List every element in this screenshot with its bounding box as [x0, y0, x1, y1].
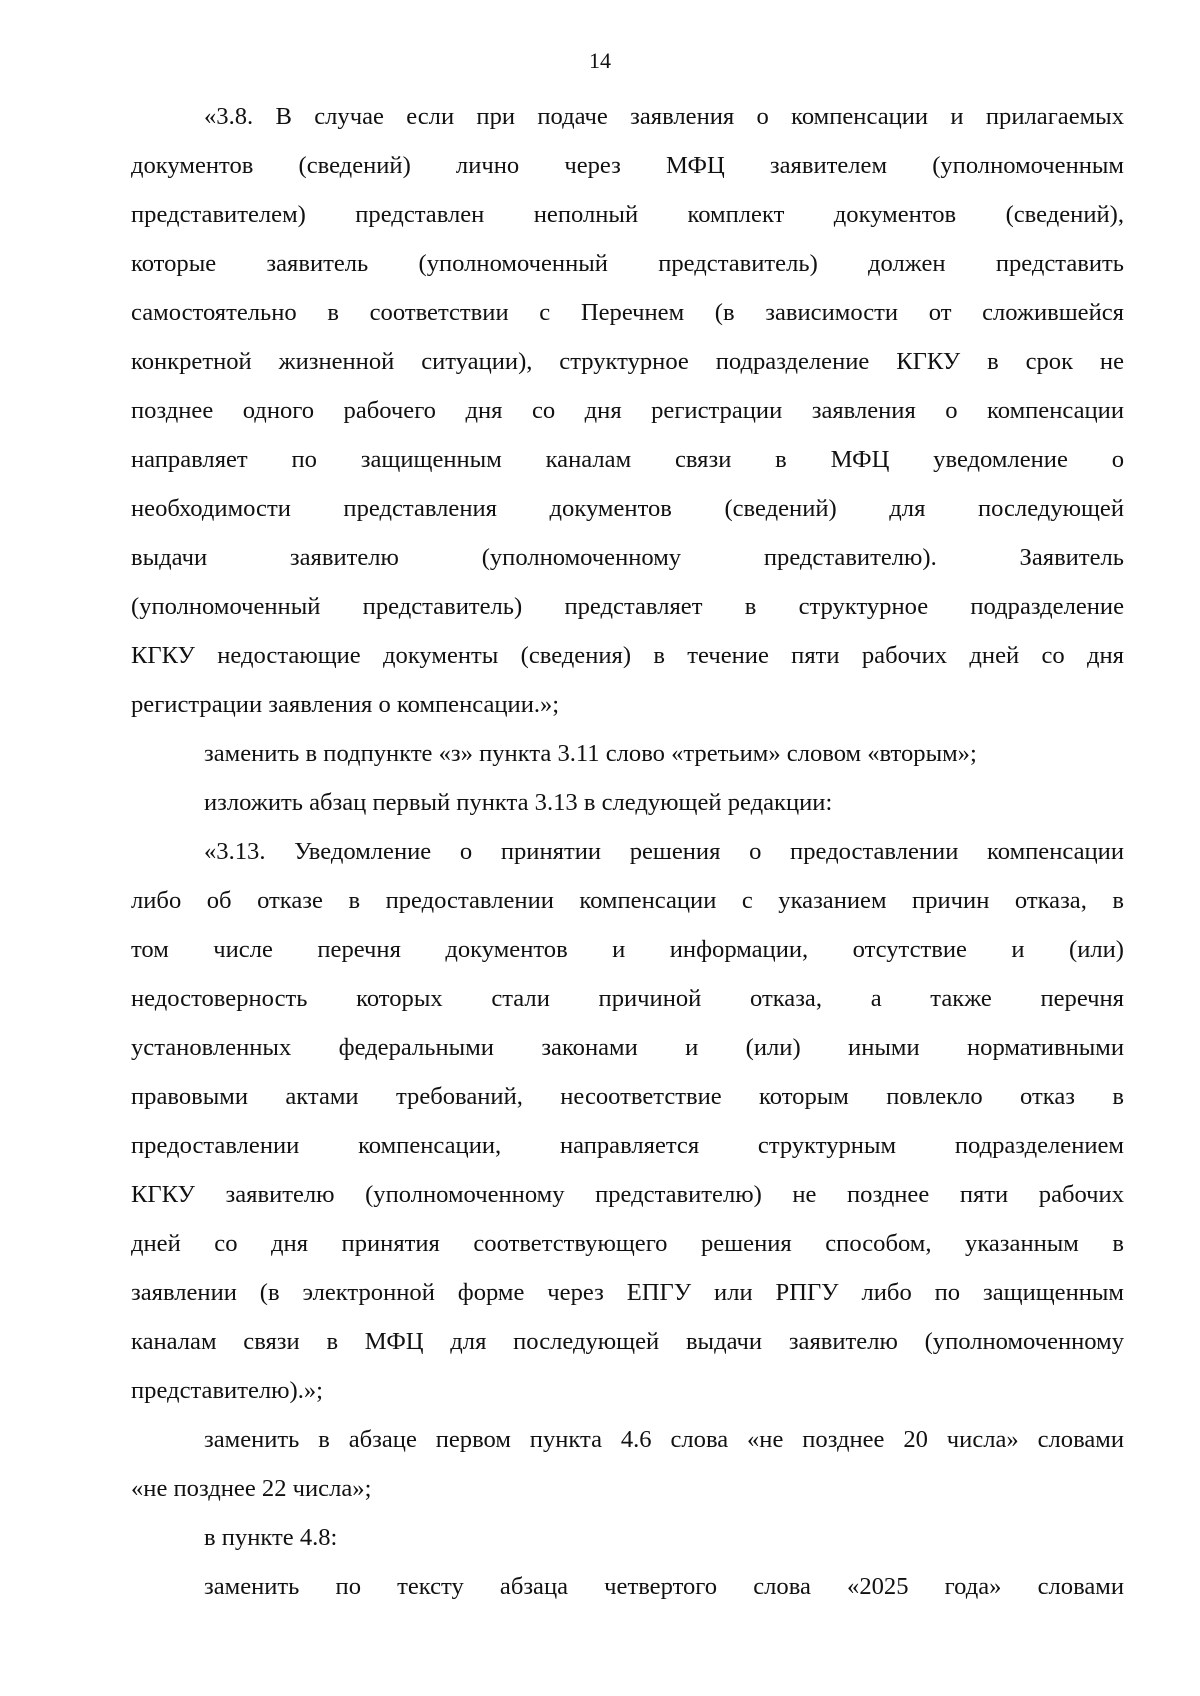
text-line: КГКУ недостающие документы (сведения) в течение пяти рабочих дней со дня [131, 642, 1124, 669]
text-line: необходимости представления документов (сведений) для последующей [131, 495, 1124, 522]
text-line: каналам связи в МФЦ для последующей выдачи заявителю (уполномоченному [131, 1328, 1124, 1355]
paragraph-p48-item [131, 1562, 1124, 1611]
text-line: позднее одного рабочего дня со дня регистрации заявления о компенсации [131, 397, 1124, 424]
text-line: заменить в абзаце первом пункта 4.6 слова «не позднее 20 числа» словами [204, 1426, 1124, 1453]
text-line: том числе перечня документов и информации, отсутствие и (или) [131, 936, 1124, 963]
text-line: представителем) представлен неполный комплект документов (сведений), [131, 201, 1124, 228]
text-line: заменить по тексту абзаца четвертого слова «2025 года» словами [204, 1573, 1124, 1600]
text-line: изложить абзац первый пункта 3.13 в следующей редакции: [204, 789, 833, 816]
text-line: которые заявитель (уполномоченный представитель) должен представить [131, 250, 1124, 277]
paragraph-p313 [131, 827, 1124, 1415]
text-line: самостоятельно в соответствии с Перечнем (в зависимости от сложившейся [131, 299, 1124, 326]
paragraph-p46 [131, 1415, 1124, 1513]
text-line: «3.13. Уведомление о принятии решения о предоставлении компенсации [204, 838, 1124, 865]
text-line: либо об отказе в предоставлении компенсации с указанием причин отказа, в [131, 887, 1124, 914]
text-line: дней со дня принятия соответствующего решения способом, указанным в [131, 1230, 1124, 1257]
text-line: предоставлении компенсации, направляется структурным подразделением [131, 1132, 1124, 1159]
text-line: установленных федеральными законами и (или) иными нормативными [131, 1034, 1124, 1061]
text-line: заменить в подпункте «з» пункта 3.11 слово «третьим» словом «вторым»; [204, 740, 977, 767]
text-line: недостоверность которых стали причиной отказа, а также перечня [131, 985, 1124, 1012]
document-body [131, 92, 1124, 1611]
paragraph-p311 [131, 729, 1124, 778]
text-line: выдачи заявителю (уполномоченному представителю). Заявитель [131, 544, 1124, 571]
text-line: регистрации заявления о компенсации.»; [131, 691, 560, 718]
text-line: заявлении (в электронной форме через ЕПГУ или РПГУ либо по защищенным [131, 1279, 1124, 1306]
text-line: правовыми актами требований, несоответствие которым повлекло отказ в [131, 1083, 1124, 1110]
text-line: представителю).»; [131, 1377, 323, 1404]
text-line: «не позднее 22 числа»; [131, 1475, 372, 1502]
paragraph-p313-intro [131, 778, 1124, 827]
text-line: направляет по защищенным каналам связи в МФЦ уведомление о [131, 446, 1124, 473]
text-line: конкретной жизненной ситуации), структурное подразделение КГКУ в срок не [131, 348, 1124, 375]
paragraph-p38 [131, 92, 1124, 729]
text-line: КГКУ заявителю (уполномоченному представителю) не позднее пяти рабочих [131, 1181, 1124, 1208]
text-line: в пункте 4.8: [204, 1524, 338, 1551]
text-line: документов (сведений) лично через МФЦ заявителем (уполномоченным [131, 152, 1124, 179]
paragraph-p48-intro [131, 1513, 1124, 1562]
page-number: 14 [589, 48, 611, 73]
text-line: «3.8. В случае если при подаче заявления о компенсации и прилагаемых [204, 103, 1124, 130]
text-line: (уполномоченный представитель) представляет в структурное подразделение [131, 593, 1124, 620]
